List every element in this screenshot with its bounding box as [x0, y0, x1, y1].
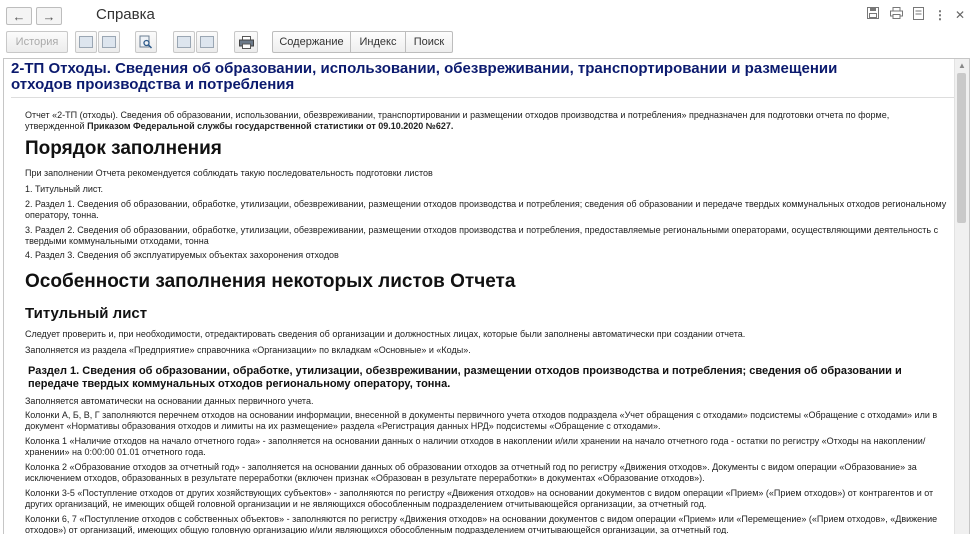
- tab-index[interactable]: Индекс: [351, 32, 406, 52]
- vertical-scrollbar[interactable]: [954, 59, 969, 534]
- list-item: 2. Раздел 1. Сведения об образовании, обработке, утилизации, обезвреживании, размещении отходов производства и потребления; сведения об образовании и передаче твердых коммунальных отходов региональному оператору, тонна.: [25, 199, 947, 220]
- window-title: Справка: [96, 6, 155, 23]
- expand-button[interactable]: [196, 31, 218, 53]
- arrow-right-icon: →: [42, 9, 56, 24]
- heading-order: Порядок заполнения: [25, 138, 222, 159]
- preview-button[interactable]: [910, 7, 926, 23]
- section-paragraph: Колонки 6, 7 «Поступление отходов с собственных объектов» - заполняются по регистру «Движения отходов» на основании документов с видом операции «Прием» или «Перемещение» («Прием отходов», «Движение отходов») от организаций, имеющих общую головную организацию и/или являющихся обособленным подразделением отчитывающейся организации, за отчетный год.: [25, 514, 938, 534]
- help-content: [3, 58, 970, 534]
- print-button[interactable]: [234, 31, 258, 53]
- expand-icon: [200, 36, 214, 48]
- heading-features: Особенности заполнения некоторых листов Отчета: [25, 271, 516, 292]
- order-paragraph: При заполнении Отчета рекомендуется соблюдать такую последовательность подготовки листов: [25, 168, 433, 178]
- next-topic-button[interactable]: [98, 31, 120, 53]
- arrow-left-icon: ←: [12, 9, 26, 24]
- page-arrow-icon: [102, 36, 116, 48]
- floppy-icon: [867, 7, 879, 19]
- section-paragraph: Колонки 3-5 «Поступление отходов от других хозяйствующих субъектов» - заполняются по регистру «Движения отходов» на основании документов с видом операции «Прием» («Прием отходов») от контрагентов и от других организаций, не имеющих общей головной организации и не являющихся обособленным подразделением отчитывающейся организации, за отчетный год.: [25, 488, 934, 509]
- back-button[interactable]: [6, 7, 32, 25]
- order-reference: Приказом Федеральной службы государственной статистики от 09.10.2020 №627.: [87, 121, 454, 131]
- forward-button[interactable]: [36, 7, 62, 25]
- section-paragraph: Колонки А, Б, В, Г заполняются перечнем отходов на основании информации, внесенной в документы первичного учета отходов подраздела «Учет обращения с отходами» подсистемы «Обращение с отходами» или в документ «Нормативы образования отходов и лимиты на их размещение» раздела «Регистрация данных НРД» подсистемы «Обращение с отходами».: [25, 410, 938, 431]
- list-item: 3. Раздел 2. Сведения об образовании, обработке, утилизации, обезвреживании, размещении отходов производства и потребления, предоставляемые региональными операторами, осуществляющими деятельность с твердыми коммунальными отходами, тонна: [25, 225, 939, 246]
- page-icon: [79, 36, 93, 48]
- scrollbar-thumb[interactable]: [957, 73, 966, 223]
- document-icon: [913, 7, 924, 20]
- intro-paragraph: Отчет «2-ТП (отходы). Сведения об образовании, использовании, обезвреживании, транспортировании и размещении отходов производства и потребления» предназначен для подготовки отчета по форме, утвержденной Приказом Федеральной службы государственной статистики от 09.10.2020 №627.: [25, 110, 890, 131]
- section-paragraph: Колонка 1 «Наличие отходов на начало отчетного года» - заполняется на основании данных о наличии отходов в накоплении и/или хранении на начало отчетного года - остатки по регистру «Отходы на накоплении/хранении» на 0:00:00 01.01 отчетного года.: [25, 436, 926, 457]
- close-icon: ✕: [954, 8, 966, 22]
- toolbar: [0, 30, 973, 56]
- title-sheet-paragraph: Заполняется из раздела «Предприятие» справочника «Организации» по вкладкам «Основные» и «Коды».: [25, 345, 471, 355]
- tab-search[interactable]: Поиск: [413, 36, 445, 48]
- list-item: 4. Раздел 3. Сведения об эксплуатируемых объектах захоронения отходов: [25, 250, 339, 260]
- heading-title-sheet: Титульный лист: [25, 305, 148, 322]
- page-title: 2-ТП Отходы. Сведения об образовании, использовании, обезвреживании, транспортировании и размещении отходов производства и потребления: [11, 60, 838, 93]
- scroll-up-icon[interactable]: ▲: [958, 61, 966, 70]
- title-bar: [0, 0, 973, 30]
- title-divider: [11, 97, 955, 98]
- section-paragraph: Колонка 2 «Образование отходов за отчетный год» - заполняется на основании данных об образовании отходов за отчетный год по регистру «Движения отходов». Документы с видом операции «Образование» за исключением отходов, образованных в результате переработки (включен признак «Образован в результате переработки» в документах «Образование отходов»).: [25, 462, 917, 483]
- more-vertical-icon: ⋮: [934, 8, 946, 22]
- list-item: 1. Титульный лист.: [25, 184, 103, 194]
- collapse-button[interactable]: [173, 31, 195, 53]
- printer-icon: [890, 7, 903, 19]
- search-page-icon: [139, 35, 153, 49]
- print-window-button[interactable]: [888, 7, 904, 23]
- prev-topic-button[interactable]: [75, 31, 97, 53]
- heading-section-1: Раздел 1. Сведения об образовании, обработке, утилизации, обезвреживании, размещении отходов производства и потребления; сведения об образовании и передаче твердых коммунальных отходов региональному оператору, тонна.: [28, 365, 902, 390]
- collapse-icon: [177, 36, 191, 48]
- navigation-tabs: [272, 31, 453, 53]
- printer-icon: [239, 36, 254, 49]
- section-paragraph: Заполняется автоматически на основании данных первичного учета.: [25, 396, 314, 406]
- history-button[interactable]: История: [6, 31, 68, 53]
- tab-contents[interactable]: Содержание: [273, 32, 351, 52]
- find-in-page-button[interactable]: [135, 31, 157, 53]
- title-sheet-paragraph: Следует проверить и, при необходимости, отредактировать сведения об организации и должностных лицах, которые были заполнены автоматически при создании отчета.: [25, 329, 746, 339]
- close-button[interactable]: [952, 7, 968, 23]
- more-menu-button[interactable]: [932, 7, 948, 23]
- save-button[interactable]: [865, 7, 881, 23]
